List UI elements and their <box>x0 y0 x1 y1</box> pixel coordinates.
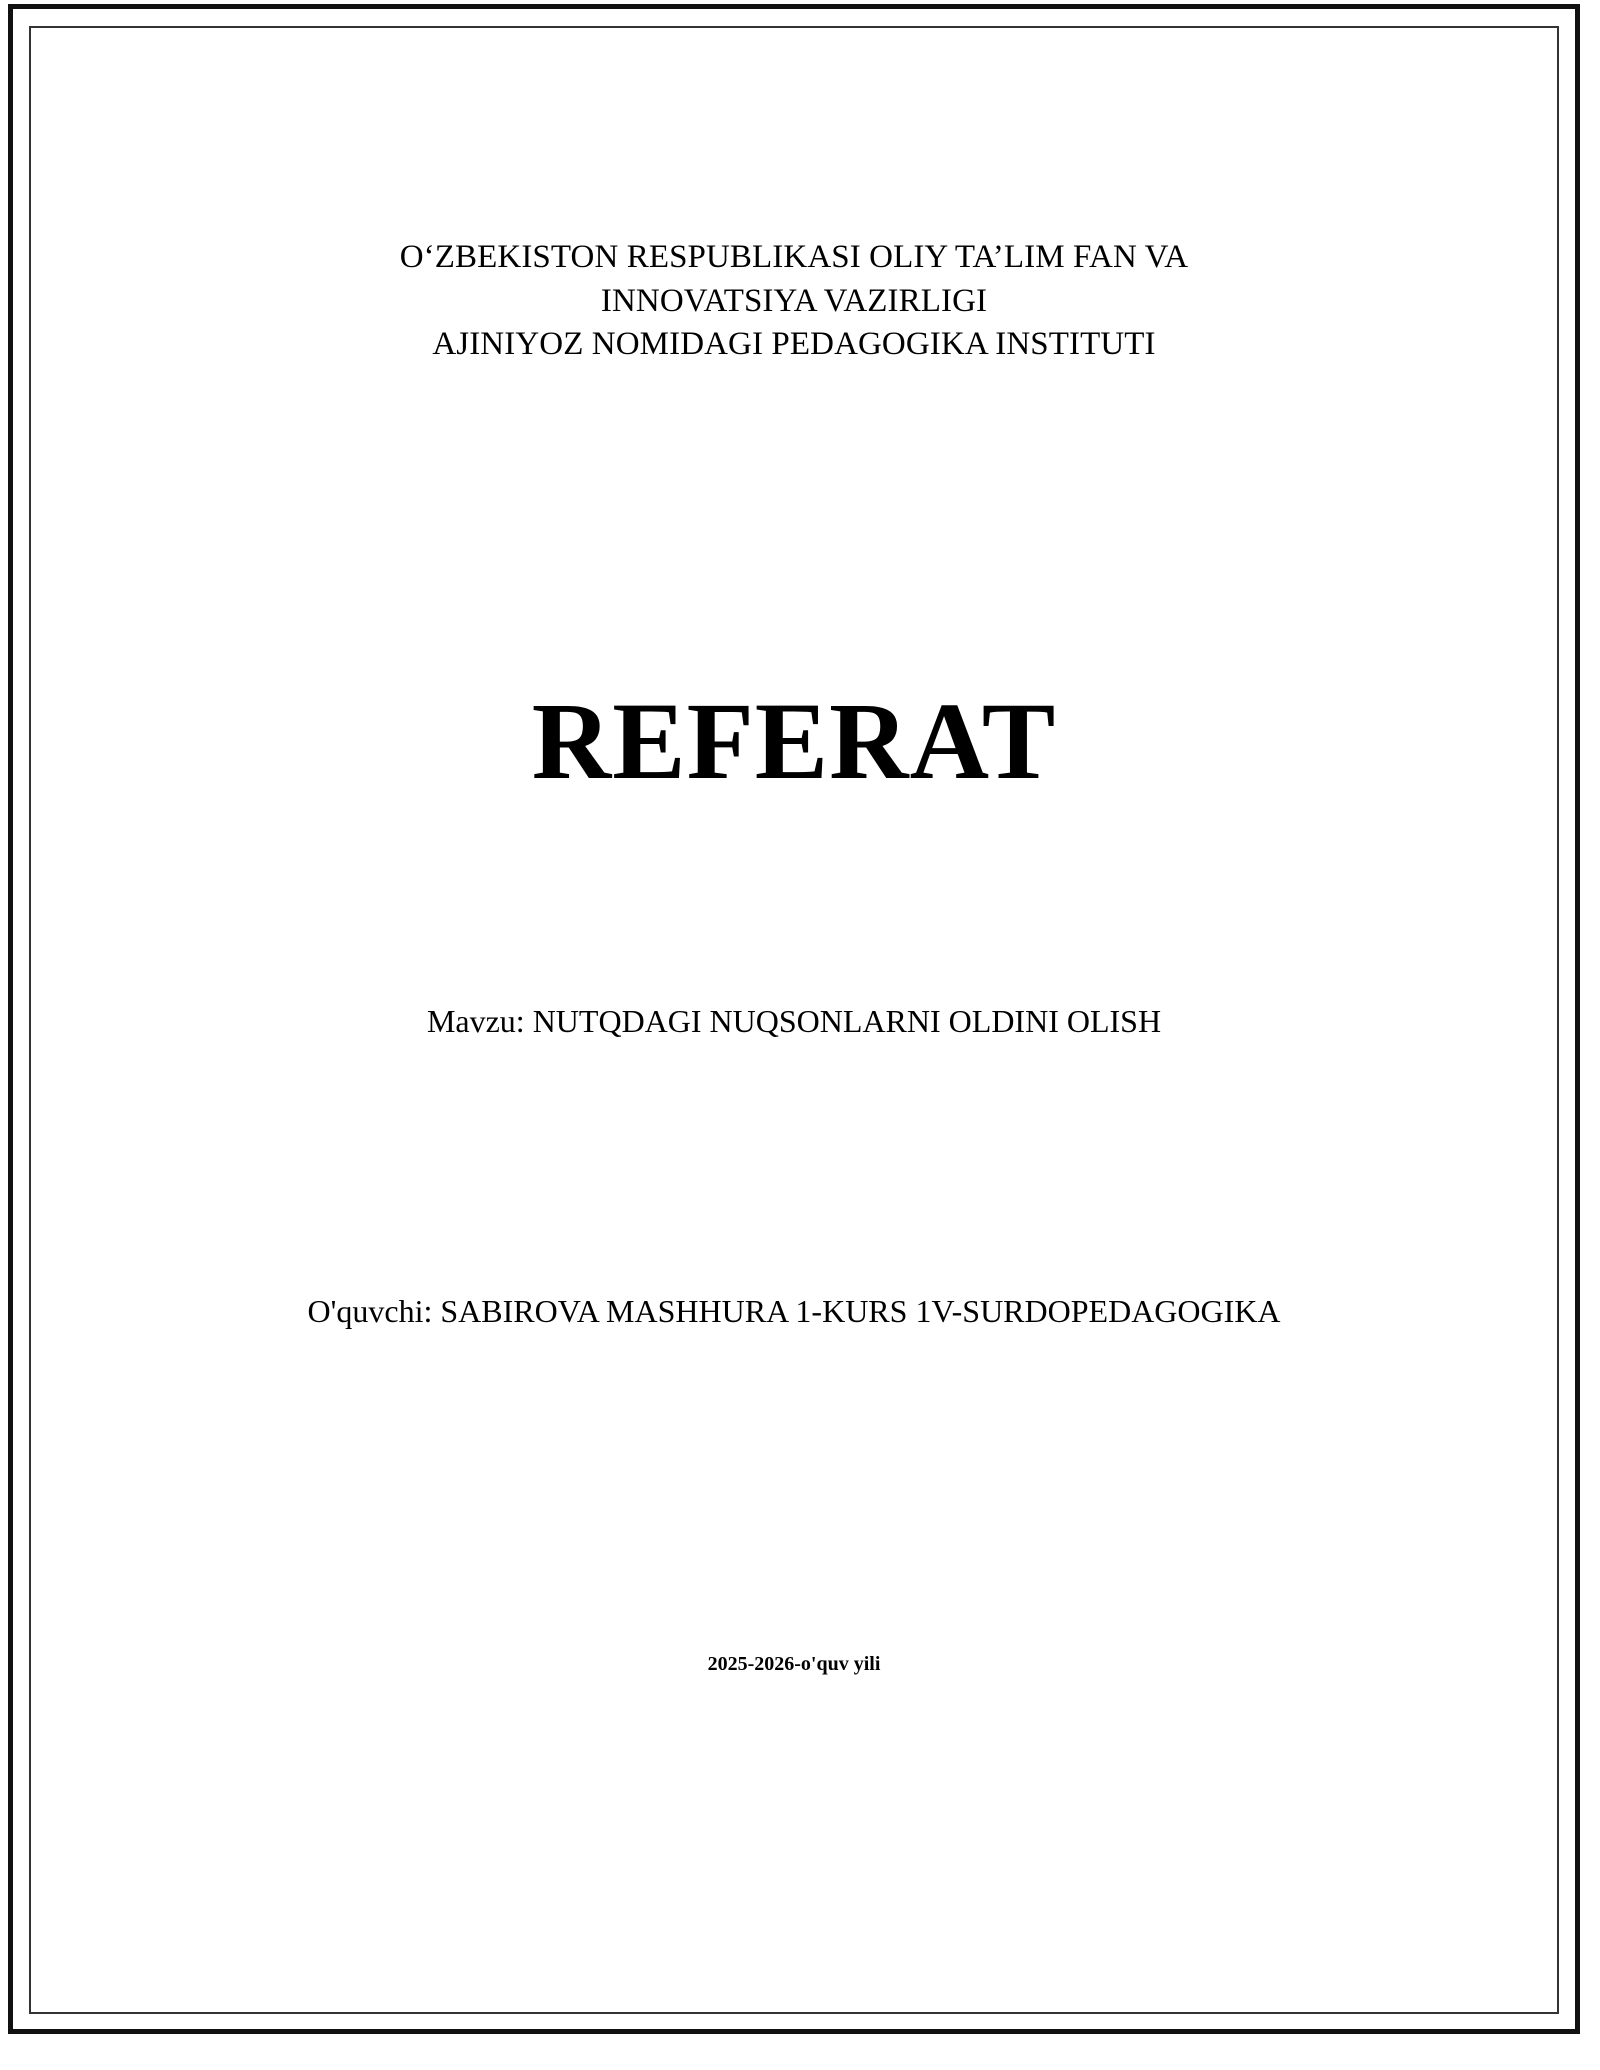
academic-year: 2025-2026-o'quv yili <box>707 1653 881 1675</box>
institution-header-line-1: O‘ZBEKISTON RESPUBLIKASI OLIY TA’LIM FAN VA <box>399 239 1189 275</box>
document-title: REFERAT <box>531 680 1057 802</box>
cover-page-content <box>29 26 1559 2014</box>
institution-header-line-3: AJINIYOZ NOMIDAGI PEDAGOGIKA INSTITUTI <box>432 326 1156 363</box>
student-info: O'quvchi: SABIROVA MASHHURA 1-KURS 1V-SURDOPEDAGOGIKA <box>307 1293 1281 1329</box>
institution-header-line-2: INNOVATSIYA VAZIRLIGI <box>600 282 988 319</box>
institution-header <box>29 236 1559 367</box>
subject-topic: Mavzu: NUTQDAGI NUQSONLARNI OLDINI OLISH <box>426 1003 1162 1039</box>
